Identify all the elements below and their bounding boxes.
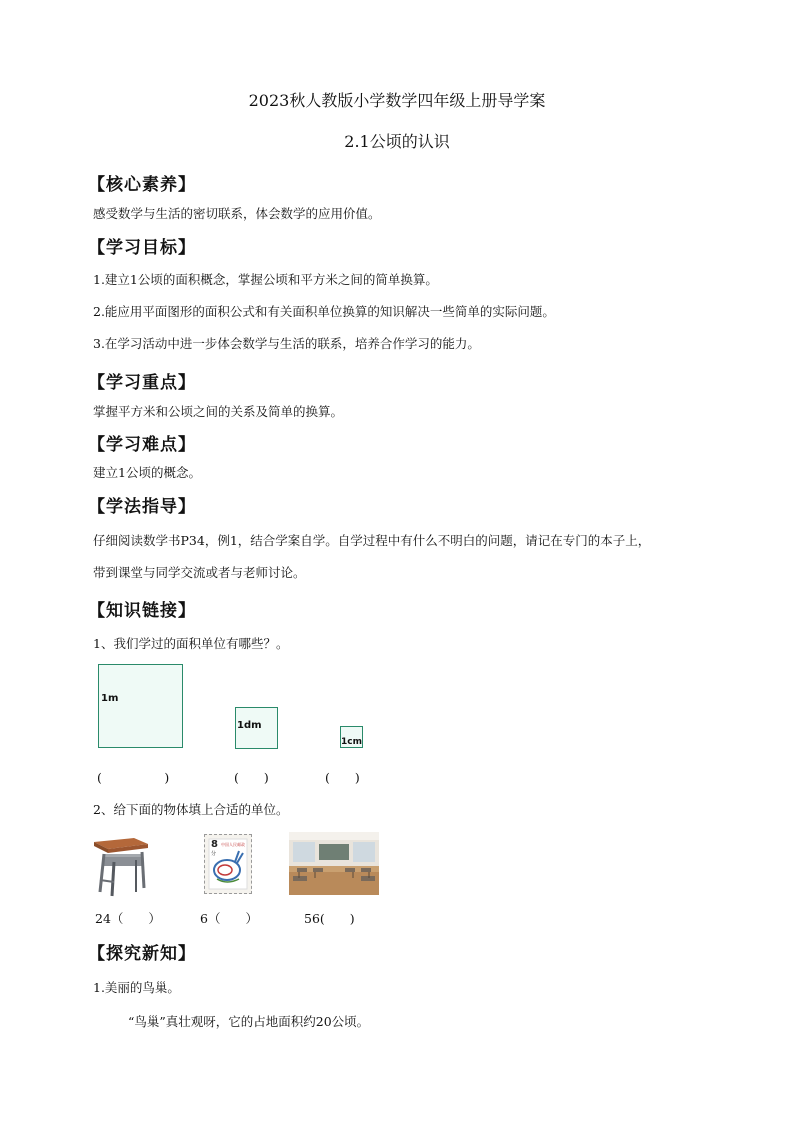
link-question-1: 1、我们学过的面积单位有哪些？。 [93, 636, 289, 651]
method-text-line-1: 仔细阅读数学书P34，例1，结合学案自学。自学过程中有什么不明白的问题，请记在专门的本子上， [93, 533, 651, 548]
answer-blank-2[interactable]: ( ) [234, 770, 269, 785]
goal-item-3: 3.在学习活动中进一步体会数学与生活的联系，培养合作学习的能力。 [93, 336, 480, 351]
answer-blank-1[interactable]: ( ) [97, 770, 170, 785]
heading-method: 【学法指导】 [88, 497, 196, 517]
explore-item-1: 1.美丽的鸟巢。 [93, 980, 180, 995]
stamp-unit: 分 [211, 851, 217, 857]
document-title: 2023秋人教版小学数学四年级上册导学案 [248, 91, 546, 110]
answer-blank-3[interactable]: ( ) [325, 770, 360, 785]
square-1cm [340, 726, 363, 748]
desk-answer[interactable]: 24（ ） [95, 911, 161, 926]
square-1dm [235, 707, 278, 749]
stamp-country: 中国人民邮政 [221, 842, 245, 847]
link-question-2: 2、给下面的物体填上合适的单位。 [93, 802, 289, 817]
unit-label-1cm: 1cm [341, 737, 362, 747]
key-text: 掌握平方米和公顷之间的关系及简单的换算。 [93, 404, 344, 419]
heading-key: 【学习重点】 [88, 373, 196, 393]
explore-item-1-text: “鸟巢”真壮观呀，它的占地面积约20公顷。 [128, 1014, 370, 1029]
stamp-value: 8 [211, 839, 218, 850]
unit-label-1dm: 1dm [237, 720, 262, 731]
lesson-title: 2.1公顷的认识 [344, 132, 450, 151]
stamp-image [204, 834, 252, 894]
heading-link: 【知识链接】 [88, 601, 196, 621]
core-text: 感受数学与生活的密切联系，体会数学的应用价值。 [93, 206, 381, 221]
goal-item-1: 1.建立1公顷的面积概念，掌握公顷和平方米之间的简单换算。 [93, 272, 438, 287]
classroom-answer[interactable]: 56( ) [304, 911, 355, 926]
classroom-image [289, 832, 379, 895]
unit-label-1m: 1m [101, 693, 119, 704]
stamp-answer[interactable]: 6（ ） [200, 911, 258, 926]
desk-image [90, 832, 152, 898]
square-1m [98, 664, 183, 748]
difficulty-text: 建立1公顷的概念。 [93, 465, 201, 480]
method-text-line-2: 带到课堂与同学交流或者与老师讨论。 [93, 565, 306, 580]
heading-core: 【核心素养】 [88, 175, 196, 195]
heading-explore: 【探究新知】 [88, 944, 196, 964]
heading-difficulty: 【学习难点】 [88, 435, 196, 455]
heading-goals: 【学习目标】 [88, 238, 196, 258]
goal-item-2: 2.能应用平面图形的面积公式和有关面积单位换算的知识解决一些简单的实际问题。 [93, 304, 555, 319]
